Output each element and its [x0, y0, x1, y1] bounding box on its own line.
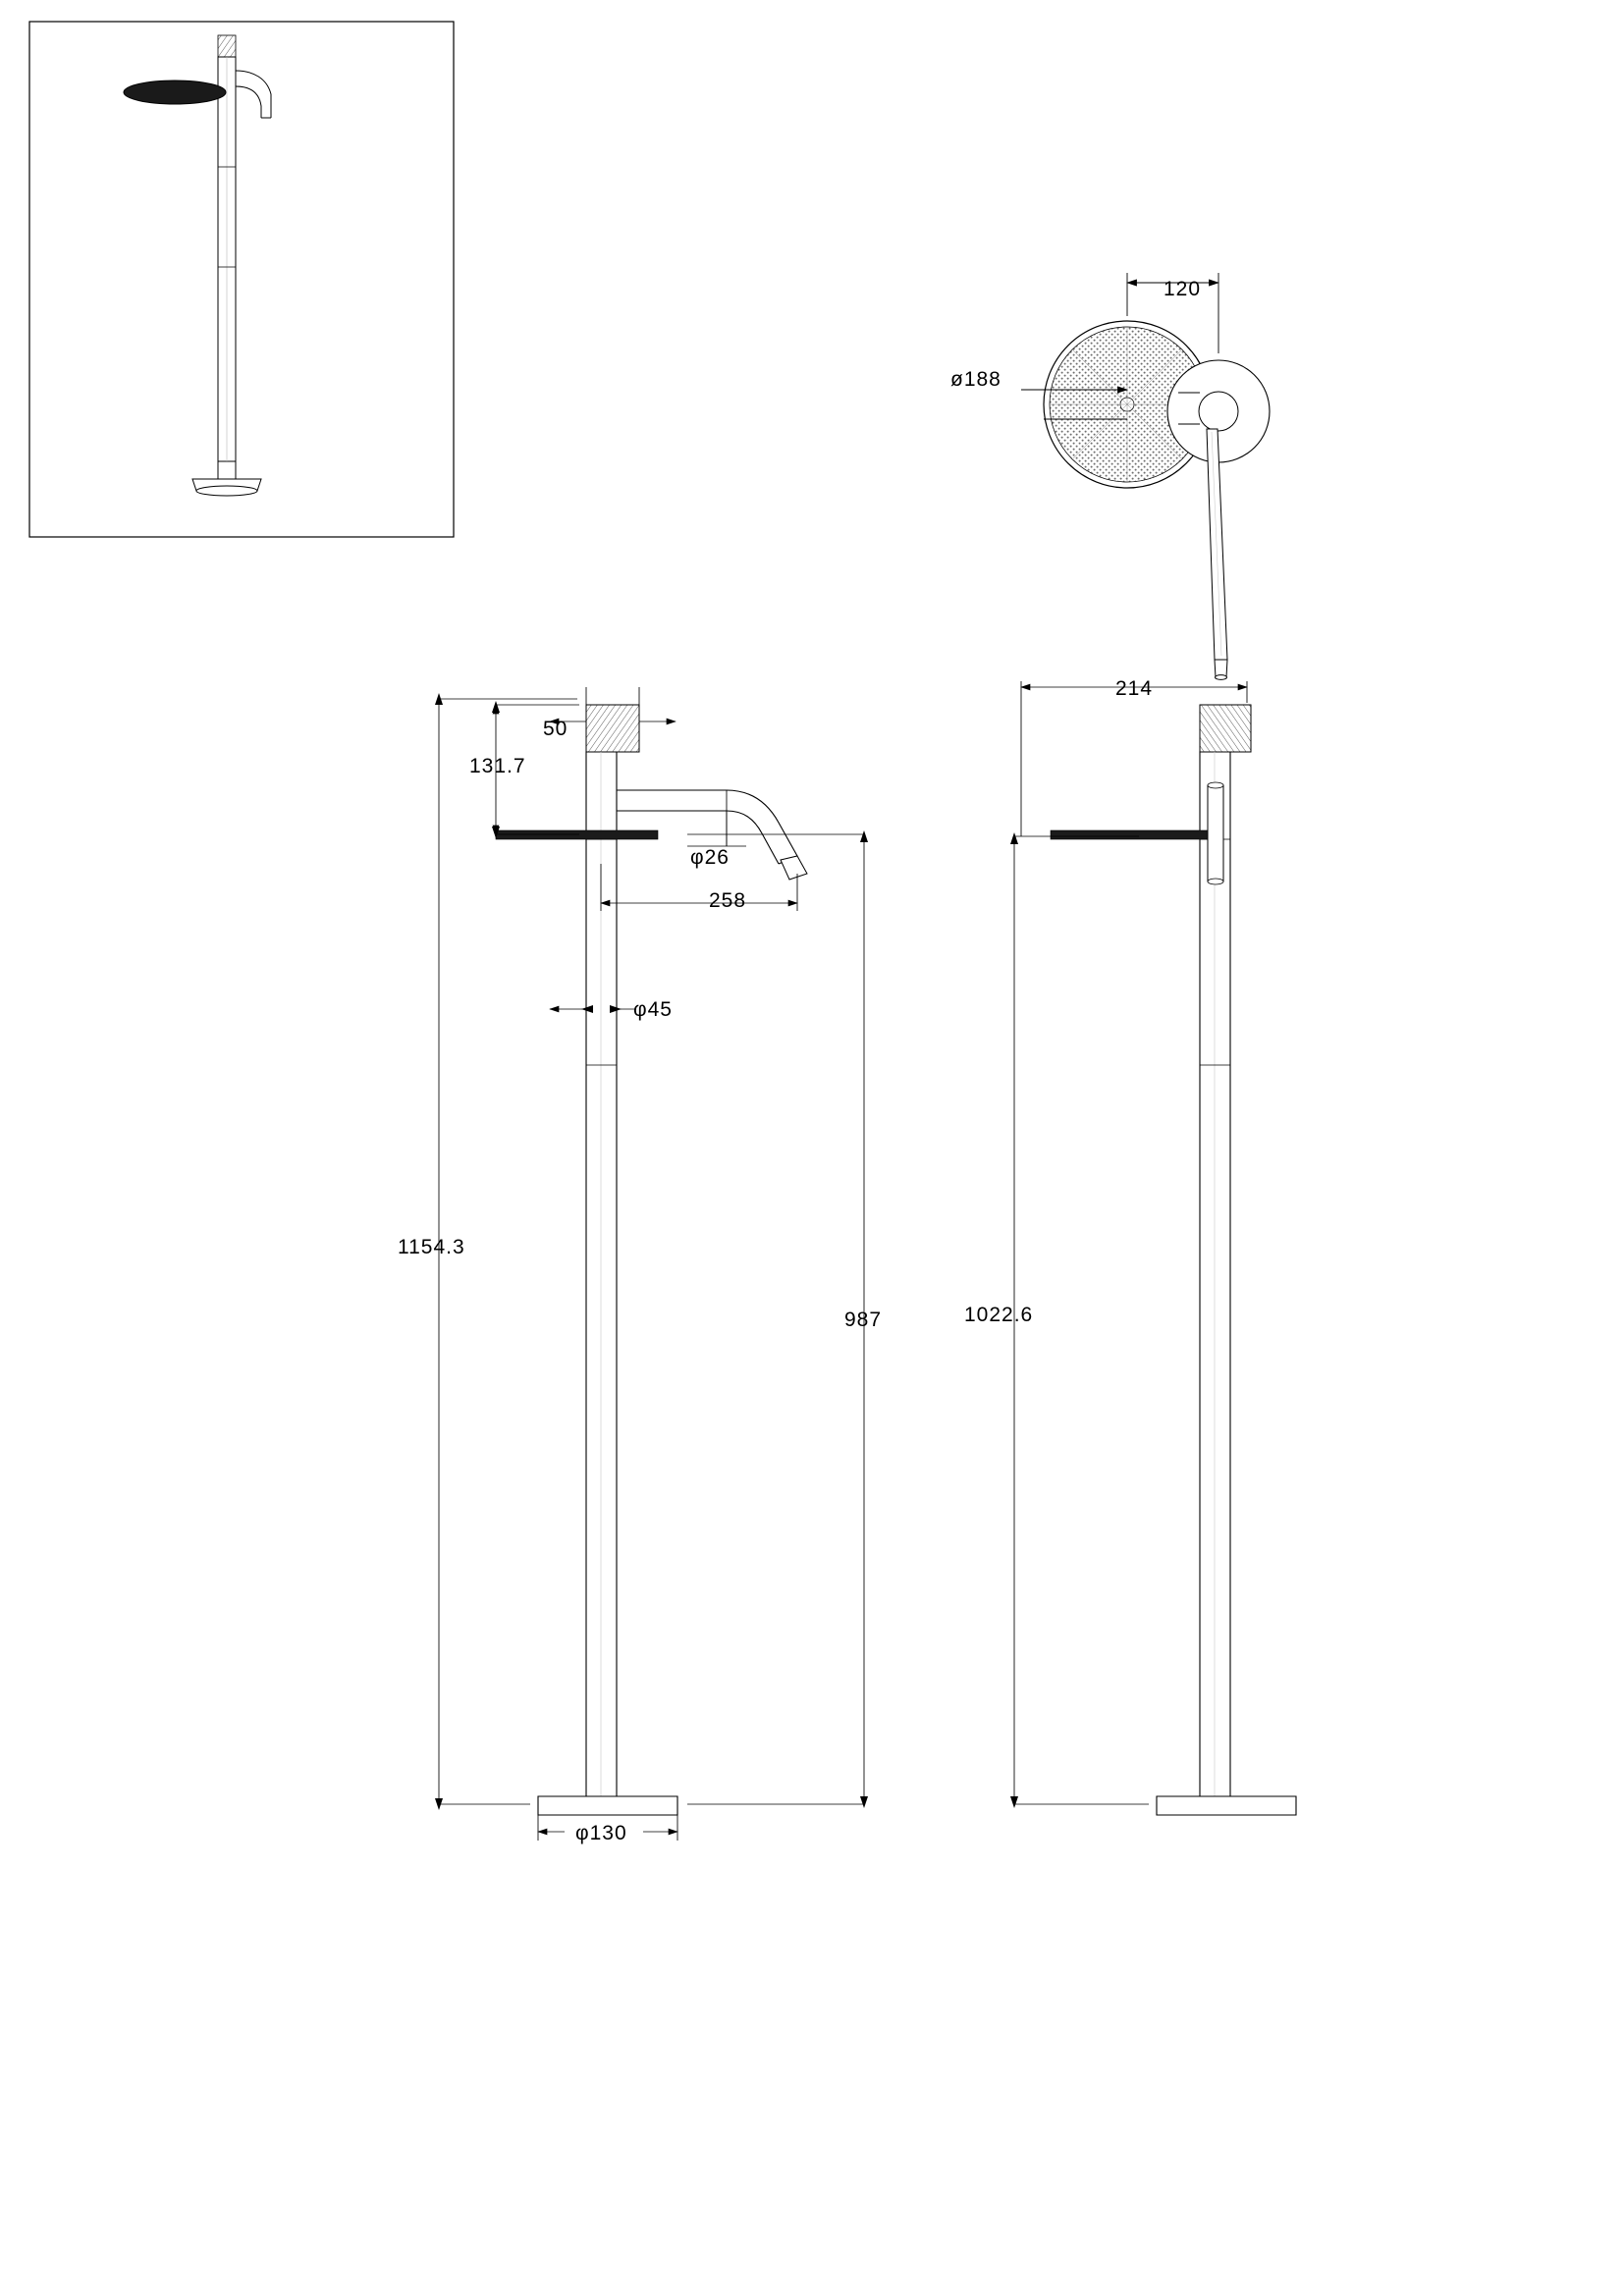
- shower-head-view: [1044, 321, 1270, 679]
- front-elevation-product: [496, 705, 807, 1815]
- dim-label-131-7: 131.7: [469, 755, 526, 777]
- dim-label-987: 987: [844, 1308, 883, 1331]
- thumbnail-frame: [29, 22, 454, 537]
- side-elevation-product: [1051, 705, 1296, 1815]
- dim-label-1154-3: 1154.3: [398, 1236, 465, 1258]
- dim-label-dia130: φ130: [575, 1822, 627, 1844]
- dim-label-1022-6: 1022.6: [964, 1304, 1034, 1326]
- dim-label-120: 120: [1164, 278, 1202, 300]
- dim-label-214: 214: [1115, 677, 1154, 700]
- dim-label-258: 258: [709, 889, 747, 912]
- dim-front-lines: [435, 687, 868, 1841]
- dim-label-dia26: φ26: [690, 846, 730, 869]
- dim-label-50: 50: [543, 718, 568, 740]
- dim-label-dia188: ø188: [950, 368, 1001, 391]
- dim-label-dia45: φ45: [633, 998, 673, 1021]
